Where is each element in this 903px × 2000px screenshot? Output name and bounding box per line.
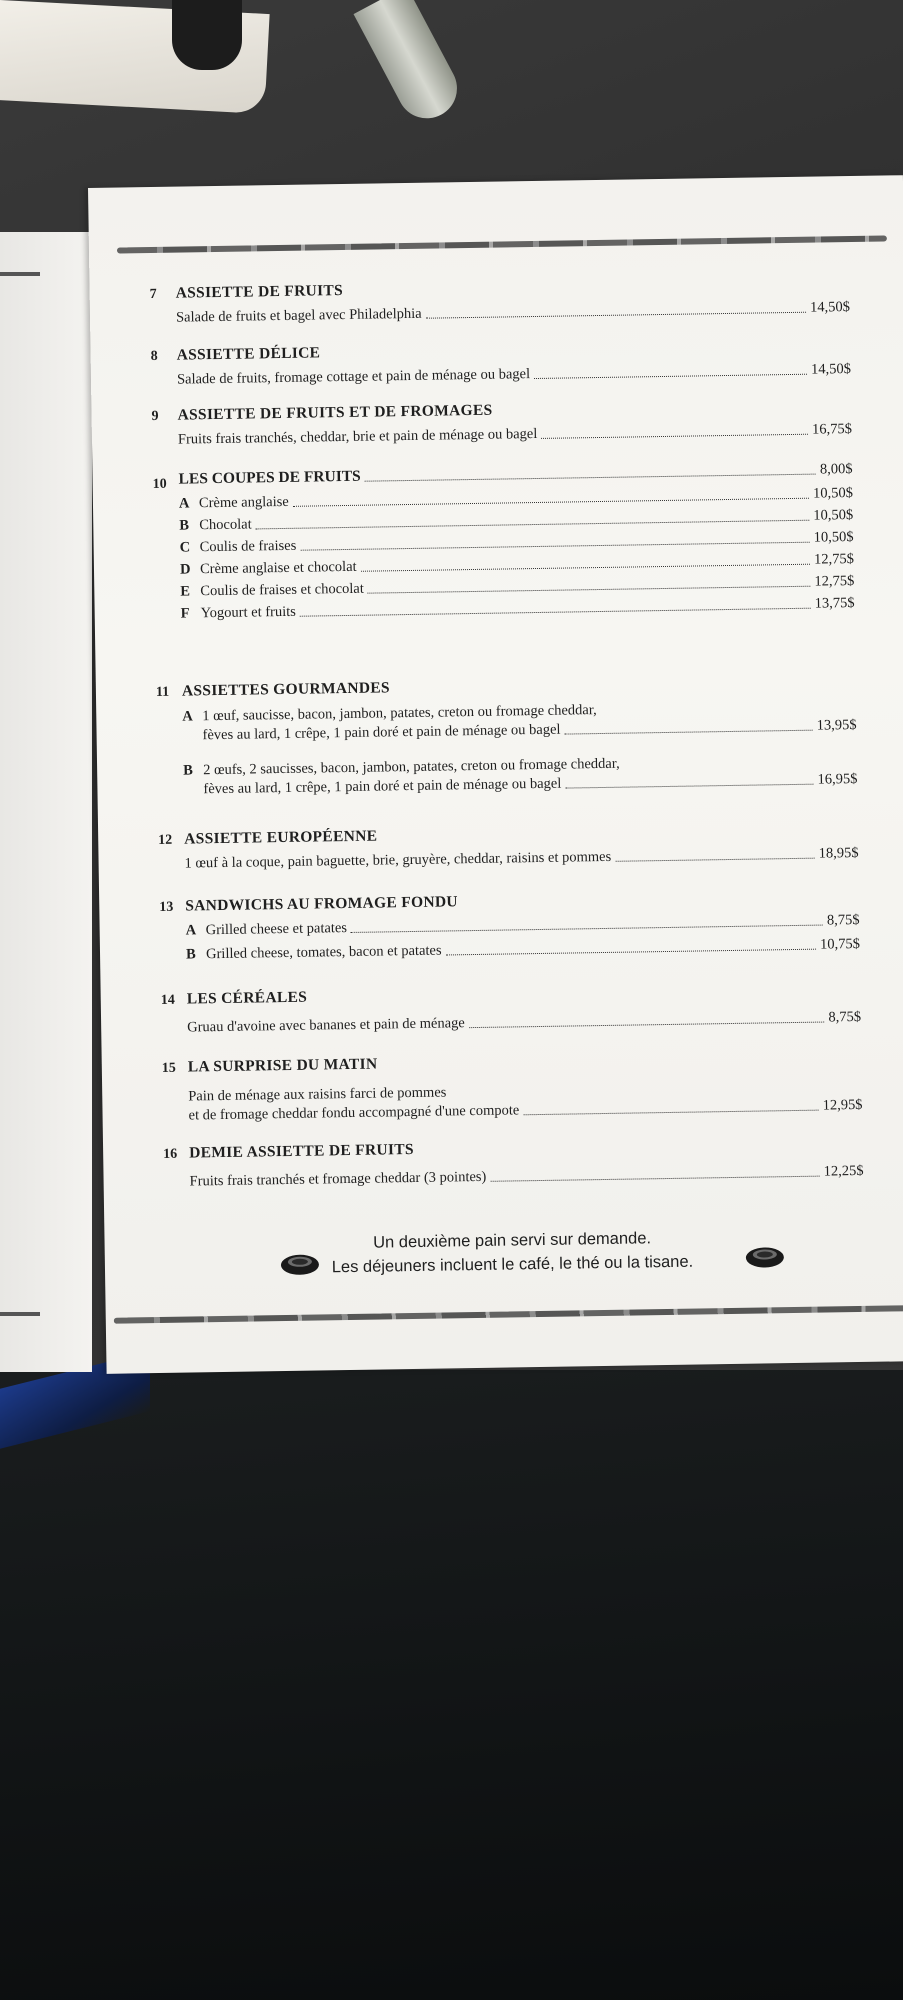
item-line <box>184 844 858 873</box>
menu-item-15 <box>161 1050 863 1124</box>
option-letter: D <box>179 561 191 578</box>
option-line <box>186 935 860 964</box>
leader-dots <box>368 586 811 594</box>
item-price: 8,75$ <box>828 1008 862 1026</box>
menu-item-12 <box>158 822 859 872</box>
item-price: 12,25$ <box>823 1162 864 1180</box>
item-description: 1 œuf à la coque, pain baguette, brie, gruyère, cheddar, raisins et pommes <box>184 848 612 872</box>
option-price: 10,75$ <box>819 935 861 953</box>
item-title: LES CÉRÉALES <box>186 988 308 1008</box>
item-number: 15 <box>161 1060 176 1076</box>
option-price: 16,95$ <box>817 770 858 788</box>
option-text: Crème anglaise et chocolat <box>199 558 357 578</box>
option-label <box>180 581 364 601</box>
item-number: 14 <box>160 992 175 1008</box>
option-price: 8,75$ <box>826 911 860 929</box>
item-price: 16,75$ <box>811 421 853 438</box>
option-price: 12,75$ <box>814 573 855 590</box>
option-label <box>179 516 252 534</box>
leader-dots <box>565 730 813 735</box>
item-description: Fruits frais tranchés et fromage cheddar (3 pointes) <box>189 1168 487 1190</box>
menu-page <box>88 175 903 1374</box>
option-text: fèves au lard, 1 crêpe, 1 pain doré et pain de ménage ou bagel <box>203 775 562 798</box>
option-text: 2 œufs, 2 saucisses, bacon, jambon, patates, creton ou fromage cheddar, <box>203 755 620 779</box>
item-line <box>178 460 852 489</box>
leader-dots <box>351 925 823 933</box>
menu-item-7 <box>149 276 851 326</box>
option-text: Crème anglaise <box>198 493 289 512</box>
menu-item-8 <box>150 338 852 388</box>
item-description: Salade de fruits, fromage cottage et pain de ménage ou bagel <box>176 366 531 388</box>
item-title: SANDWICHS AU FROMAGE FONDU <box>185 893 459 915</box>
option-letter: B <box>179 517 190 534</box>
leader-dots <box>446 949 817 956</box>
item-number: 10 <box>152 476 167 493</box>
option-letter: E <box>180 583 191 600</box>
item-line <box>176 298 850 327</box>
option-letter: C <box>179 539 191 556</box>
item-title: ASSIETTE DE FRUITS ET DE FROMAGES <box>177 401 493 424</box>
leader-dots <box>469 1022 825 1029</box>
option-text: fèves au lard, 1 crêpe, 1 pain doré et pain de ménage ou bagel <box>202 721 561 744</box>
menu-item-13 <box>159 889 861 963</box>
option-letter: A <box>178 495 190 512</box>
item-description: Salade de fruits et bagel avec Philadelphia <box>175 305 422 326</box>
item-price: 18,95$ <box>818 844 859 862</box>
menu-item-9 <box>151 398 853 448</box>
item-line <box>189 1162 863 1191</box>
item-number: 13 <box>159 899 174 915</box>
option-line <box>186 911 860 940</box>
option-text: Yogourt et fruits <box>200 603 297 622</box>
option-label <box>180 559 357 579</box>
option-text: Coulis de fraises et chocolat <box>200 580 364 600</box>
item-description: Gruau d'avoine avec bananes et pain de ménage <box>187 1015 465 1036</box>
item-price: 12,95$ <box>822 1096 863 1114</box>
left-page-rule-top <box>0 272 40 276</box>
item-number: 16 <box>163 1146 178 1162</box>
item-description-line-1: Pain de ménage aux raisins farci de pommes <box>188 1084 447 1105</box>
option-price: 12,75$ <box>813 551 855 568</box>
item-title: DEMIE ASSIETTE DE FRUITS <box>189 1141 414 1162</box>
item-description: Fruits frais tranchés, cheddar, brie et pain de ménage ou bagel <box>177 425 538 448</box>
leader-dots <box>293 498 809 507</box>
menu-item-11 <box>155 674 858 798</box>
leader-dots <box>490 1176 819 1182</box>
menu-item-14 <box>160 982 862 1036</box>
item-price: 14,50$ <box>810 361 852 378</box>
item-title: ASSIETTE DE FRUITS <box>175 282 344 302</box>
item-title: LES COUPES DE FRUITS <box>178 467 361 488</box>
option-price: 10,50$ <box>813 529 854 546</box>
leader-dots <box>300 542 809 551</box>
item-line <box>187 1008 861 1037</box>
item-number: 12 <box>158 832 173 848</box>
leader-dots <box>565 784 813 789</box>
option-letter: A <box>185 922 197 939</box>
item-line <box>178 420 852 449</box>
option-letter: B <box>183 762 193 779</box>
leader-dots <box>365 474 816 482</box>
item-line <box>177 360 851 389</box>
item-title: ASSIETTES GOURMANDES <box>181 679 391 700</box>
menu-item-16 <box>163 1136 864 1190</box>
item-title: LA SURPRISE DU MATIN <box>187 1055 378 1076</box>
option-text: Coulis de fraises <box>199 537 297 556</box>
menu-item-10 <box>152 461 855 622</box>
item-number: 11 <box>155 684 170 700</box>
option-text: 1 œuf, saucisse, bacon, jambon, patates, creton ou fromage cheddar, <box>202 702 597 725</box>
fork <box>172 0 242 70</box>
option-letter: B <box>185 946 196 963</box>
option-letter: A <box>182 708 193 725</box>
option-text: Chocolat <box>199 516 252 534</box>
item-price: 8,00$ <box>819 461 853 478</box>
leader-dots <box>300 608 811 617</box>
leader-dots <box>541 434 808 439</box>
option-price: 13,75$ <box>814 595 855 612</box>
option-label <box>186 943 442 964</box>
option-letter: F <box>180 605 190 622</box>
option-price: 10,50$ <box>813 507 854 524</box>
item-number: 7 <box>149 286 157 303</box>
item-number: 9 <box>151 408 159 425</box>
option-price: 13,95$ <box>816 716 857 734</box>
table-bottom <box>0 1370 903 2000</box>
option-text: Grilled cheese, tomates, bacon et patates <box>205 942 442 963</box>
item-title: ASSIETTE EUROPÉENNE <box>184 827 378 848</box>
decorative-rule-bottom <box>114 1305 903 1324</box>
leader-dots <box>523 1110 818 1116</box>
leader-dots <box>361 564 810 572</box>
leader-dots <box>615 858 814 862</box>
option-label <box>186 920 348 940</box>
footer-line-1: Un deuxième pain servi sur demande. <box>373 1229 652 1252</box>
leader-dots <box>426 312 806 319</box>
decorative-rule-top <box>117 235 887 253</box>
option-label <box>179 494 289 513</box>
item-description-line-2: et de fromage cheddar fondu accompagné d'une compote <box>188 1102 520 1124</box>
item-price: 14,50$ <box>809 299 851 316</box>
leader-dots <box>256 520 810 530</box>
option-label <box>180 538 297 557</box>
left-page-rule-bottom <box>0 1312 40 1316</box>
footer-line-2: Les déjeuners incluent le café, le thé ou la tisane. <box>331 1252 694 1277</box>
menu-left-page <box>0 232 92 1372</box>
item-number: 8 <box>150 348 158 365</box>
option-price: 10,50$ <box>812 485 854 502</box>
option-label <box>181 604 296 623</box>
leader-dots <box>534 374 807 379</box>
item-title: ASSIETTE DÉLICE <box>176 344 321 364</box>
option-text: Grilled cheese et patates <box>205 920 348 939</box>
